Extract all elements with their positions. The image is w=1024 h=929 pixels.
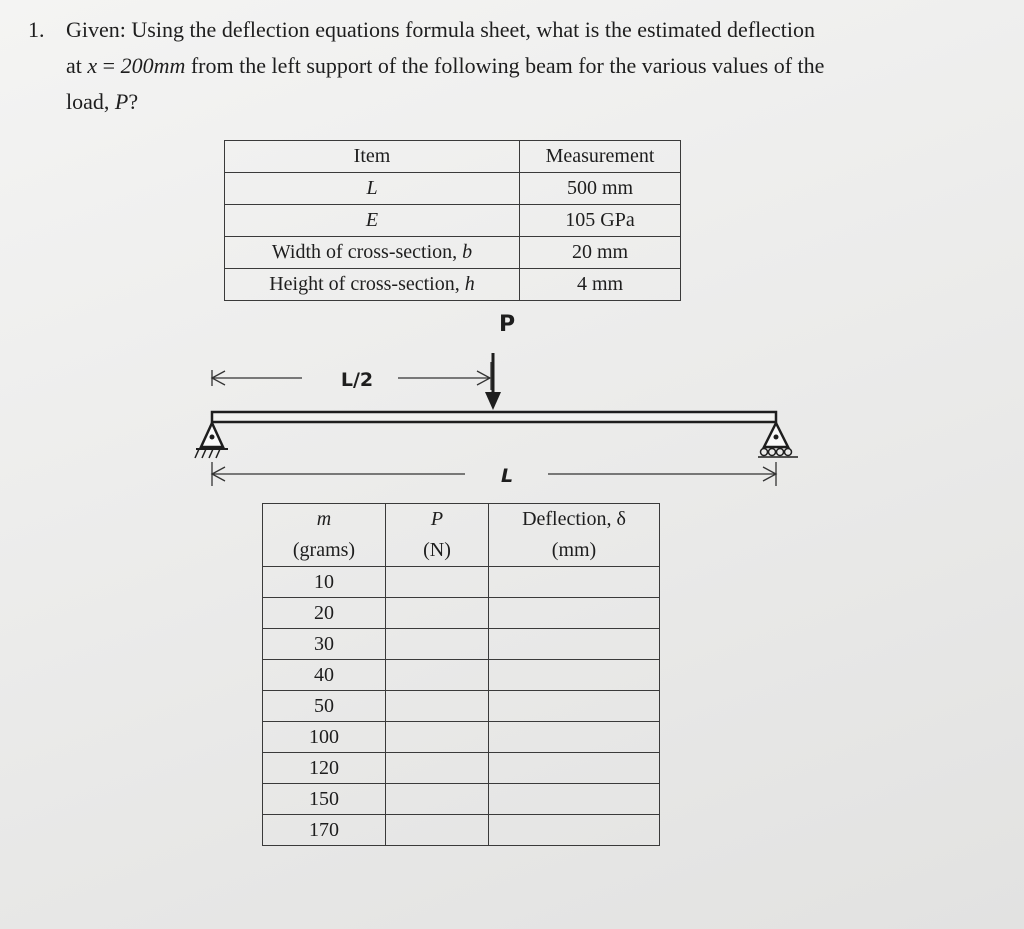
mass-cell: 20: [263, 598, 386, 629]
roller-support-right: [758, 423, 798, 457]
question-line-2: at x = 200mm from the left support of the following beam for the various values of the: [66, 53, 825, 78]
load-cell[interactable]: [386, 629, 489, 660]
span-label: L: [500, 465, 514, 487]
load-cell[interactable]: [386, 660, 489, 691]
header-measurement: Measurement: [520, 141, 681, 173]
half-span-label: L/2: [340, 369, 374, 391]
table-row: [263, 598, 660, 629]
mass-cell: 10: [263, 567, 386, 598]
deflection-cell[interactable]: [489, 722, 660, 753]
mass-cell: 120: [263, 753, 386, 784]
table-row: [263, 784, 660, 815]
deflection-header-row: [263, 504, 660, 567]
deflection-cell[interactable]: [489, 691, 660, 722]
mass-cell: 40: [263, 660, 386, 691]
header-deflection: Deflection, δ (mm): [489, 504, 660, 567]
pin-support-left: [195, 423, 228, 458]
table-row: [263, 660, 660, 691]
table-row: [263, 629, 660, 660]
header-load: P (N): [386, 504, 489, 567]
measurement-cell: 4 mm: [520, 269, 681, 301]
load-cell[interactable]: [386, 567, 489, 598]
measurement-cell: 20 mm: [520, 237, 681, 269]
question-line-1: Given: Using the deflection equations formula sheet, what is the estimated deflection: [66, 17, 816, 42]
deflection-cell[interactable]: [489, 815, 660, 846]
mass-cell: 100: [263, 722, 386, 753]
beam: [212, 412, 776, 422]
table-row: [263, 567, 660, 598]
mass-cell: 50: [263, 691, 386, 722]
item-cell: E: [225, 205, 520, 237]
measurement-cell: 105 GPa: [520, 205, 681, 237]
load-label: P: [498, 312, 516, 337]
mass-cell: 150: [263, 784, 386, 815]
deflection-cell[interactable]: [489, 567, 660, 598]
mass-cell: 30: [263, 629, 386, 660]
deflection-cell[interactable]: [489, 784, 660, 815]
deflection-table: [262, 503, 660, 846]
deflection-cell[interactable]: [489, 629, 660, 660]
deflection-cell[interactable]: [489, 660, 660, 691]
load-arrow-head: [485, 392, 501, 410]
table-row: [263, 691, 660, 722]
item-cell: L: [225, 173, 520, 205]
item-cell: Width of cross-section, b: [225, 237, 520, 269]
mass-cell: 170: [263, 815, 386, 846]
measurement-cell: 500 mm: [520, 173, 681, 205]
load-cell[interactable]: [386, 691, 489, 722]
header-mass: m (grams): [263, 504, 386, 567]
deflection-cell[interactable]: [489, 753, 660, 784]
item-cell: Height of cross-section, h: [225, 269, 520, 301]
table-row: [263, 722, 660, 753]
load-cell[interactable]: [386, 753, 489, 784]
load-cell[interactable]: [386, 784, 489, 815]
header-item: Item: [225, 141, 520, 173]
question-number: 1.: [28, 17, 45, 42]
load-cell[interactable]: [386, 815, 489, 846]
table-row: [263, 753, 660, 784]
deflection-cell[interactable]: [489, 598, 660, 629]
load-cell[interactable]: [386, 598, 489, 629]
load-cell[interactable]: [386, 722, 489, 753]
table-row: [263, 815, 660, 846]
question-line-3: load, P?: [66, 89, 139, 114]
